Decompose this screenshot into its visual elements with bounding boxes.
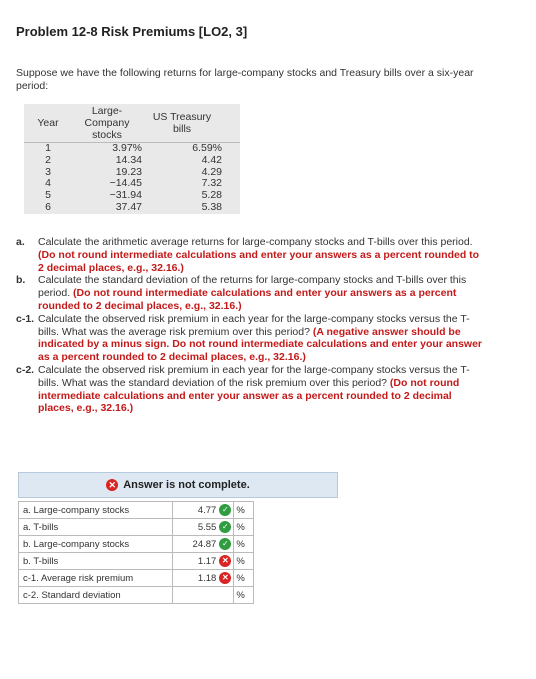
question-instruction: (Do not round intermediate calculations and enter your answer as a percent rounded to 2 decimal places, e.g., 32.16.) bbox=[38, 376, 460, 415]
answer-value: 1.17 bbox=[197, 555, 217, 567]
answer-unit: % bbox=[234, 570, 254, 587]
question-list bbox=[16, 236, 486, 415]
question-text: Calculate the observed risk premium in each year for the large-company stocks versus the T-bills. What was the standard deviation of the risk premium over this period? bbox=[38, 363, 470, 389]
cell-year: 2 bbox=[45, 153, 51, 166]
header-us-treasury-bills: US Treasury bills bbox=[152, 111, 212, 135]
returns-table-row bbox=[24, 155, 240, 167]
problem-title: Problem 12-8 Risk Premiums [LO2, 3] bbox=[16, 24, 248, 39]
answer-value: 24.87 bbox=[192, 538, 217, 550]
question-item bbox=[16, 236, 486, 274]
header-year: Year bbox=[37, 117, 59, 129]
x-circle-icon: ✕ bbox=[219, 572, 231, 584]
answer-input[interactable] bbox=[173, 502, 234, 519]
question-instruction: (A negative answer should be indicated by a minus sign. Do not round intermediate calculations and enter your answer as a percent rounded to 2 decimal places, e.g., 32.16.) bbox=[38, 325, 482, 364]
answer-unit: % bbox=[234, 502, 254, 519]
cell-year: 4 bbox=[45, 177, 51, 190]
cell-bills: 5.38 bbox=[201, 200, 222, 213]
question-text-block bbox=[38, 274, 486, 312]
question-item bbox=[16, 364, 486, 415]
answer-row bbox=[19, 553, 254, 570]
answer-label: b. T-bills bbox=[19, 553, 173, 570]
question-label: b. bbox=[16, 274, 26, 287]
question-text-block bbox=[38, 364, 486, 415]
question-text: Calculate the standard deviation of the returns for large-company stocks and T-bills over this period. bbox=[38, 274, 467, 300]
returns-table-body bbox=[24, 142, 240, 214]
answer-status-banner bbox=[18, 472, 338, 498]
answer-unit: % bbox=[234, 536, 254, 553]
answer-input[interactable] bbox=[173, 519, 234, 536]
question-item bbox=[16, 313, 486, 364]
answer-input[interactable] bbox=[173, 536, 234, 553]
answer-label: b. Large-company stocks bbox=[19, 536, 173, 553]
question-label: a. bbox=[16, 236, 25, 248]
question-text-block bbox=[38, 236, 486, 274]
cell-stocks-wrap bbox=[72, 202, 142, 214]
cell-bills: 4.42 bbox=[201, 153, 222, 166]
cell-stocks: 14.34 bbox=[115, 153, 142, 166]
answer-row bbox=[19, 502, 254, 519]
question-text: Calculate the observed risk premium in each year for the large-company stocks versus the T-bills. What was the average risk premium over this period? bbox=[38, 312, 470, 338]
answer-value: 1.18 bbox=[197, 572, 217, 584]
answer-value: 4.77 bbox=[197, 504, 217, 516]
cell-bills-wrap bbox=[142, 202, 222, 214]
question-item bbox=[16, 274, 486, 312]
question-instruction: (Do not round intermediate calculations and enter your answers as a percent rounded to 2 decimal places, e.g., 32.16.) bbox=[38, 287, 457, 312]
cell-stocks: 19.23 bbox=[115, 165, 142, 178]
returns-table-row bbox=[24, 202, 240, 214]
cell-year: 3 bbox=[45, 165, 51, 178]
returns-table-row bbox=[24, 142, 240, 155]
question-instruction: (Do not round intermediate calculations and enter your answers as a percent rounded to 2 decimal places, e.g., 32.16.) bbox=[38, 248, 480, 274]
cell-stocks: 37.47 bbox=[115, 200, 142, 213]
cell-bills-wrap bbox=[142, 155, 222, 167]
answer-input[interactable] bbox=[173, 587, 234, 604]
x-circle-icon: ✕ bbox=[106, 479, 118, 491]
check-circle-icon: ✓ bbox=[219, 504, 231, 516]
answer-row bbox=[19, 587, 254, 604]
answer-label: a. T-bills bbox=[19, 519, 173, 536]
answer-value: 5.55 bbox=[197, 521, 217, 533]
answer-unit: % bbox=[234, 587, 254, 604]
answer-label: a. Large-company stocks bbox=[19, 502, 173, 519]
answer-row bbox=[19, 519, 254, 536]
cell-bills: 4.29 bbox=[201, 165, 222, 178]
answer-row bbox=[19, 570, 254, 587]
cell-stocks: 3.97% bbox=[112, 142, 142, 154]
cell-bills: 6.59% bbox=[192, 142, 222, 154]
answer-table bbox=[18, 501, 254, 604]
answer-unit: % bbox=[234, 519, 254, 536]
returns-table bbox=[24, 104, 240, 214]
answer-label: c-2. Standard deviation bbox=[19, 587, 173, 604]
check-circle-icon: ✓ bbox=[219, 538, 231, 550]
question-text-block bbox=[38, 313, 486, 364]
returns-table-header bbox=[24, 104, 240, 142]
cell-bills: 7.32 bbox=[201, 177, 222, 190]
cell-stocks: −31.94 bbox=[109, 189, 142, 202]
answer-input[interactable] bbox=[173, 553, 234, 570]
problem-intro: Suppose we have the following returns for large-company stocks and Treasury bills over a six-year period: bbox=[16, 67, 474, 92]
cell-year: 1 bbox=[45, 142, 51, 154]
question-text: Calculate the arithmetic average returns for large-company stocks and T-bills over this period. bbox=[38, 236, 473, 248]
question-label: c-1. bbox=[16, 312, 35, 325]
answer-row bbox=[19, 536, 254, 553]
header-large-company-stocks: Large- Company stocks bbox=[84, 105, 130, 141]
answer-input[interactable] bbox=[173, 570, 234, 587]
cell-stocks: −14.45 bbox=[109, 177, 142, 190]
answer-label: c-1. Average risk premium bbox=[19, 570, 173, 587]
cell-year: 6 bbox=[45, 200, 51, 213]
cell-year: 5 bbox=[45, 189, 51, 202]
question-label: c-2. bbox=[16, 363, 35, 376]
cell-stocks-wrap bbox=[72, 155, 142, 167]
x-circle-icon: ✕ bbox=[219, 555, 231, 567]
answer-status-text: Answer is not complete. bbox=[123, 479, 250, 491]
answer-unit: % bbox=[234, 553, 254, 570]
cell-bills: 5.28 bbox=[201, 189, 222, 202]
check-circle-icon: ✓ bbox=[219, 521, 231, 533]
